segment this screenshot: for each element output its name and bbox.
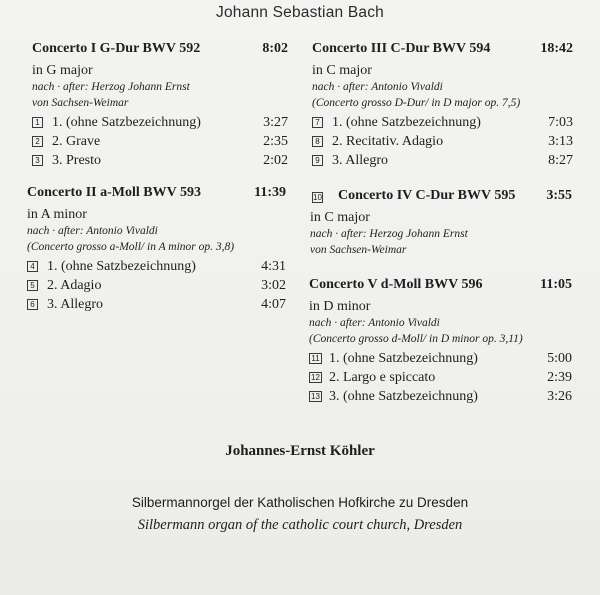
track-number: 7	[312, 117, 323, 128]
track-row	[32, 151, 288, 170]
concerto-source-note: nach · after: Herzog Johann Ernst	[310, 228, 468, 240]
concerto-key: in C major	[310, 210, 370, 225]
concerto-header	[27, 185, 286, 205]
track-number: 4	[27, 261, 38, 272]
track-time: 2:39	[547, 370, 572, 385]
concerto-source-note: nach · after: Antonio Vivaldi	[312, 81, 443, 93]
track-time: 8:27	[548, 153, 573, 168]
track-number: 6	[27, 299, 38, 310]
track-time: 4:07	[261, 297, 286, 312]
concerto-source-note: nach · after: Antonio Vivaldi	[27, 225, 158, 237]
venue-english: Silbermann organ of the catholic court church, Dresden	[137, 517, 463, 533]
track-title: 1. (ohne Satzbezeichnung)	[47, 259, 196, 274]
track-number: 10	[313, 193, 322, 202]
concerto-header	[309, 277, 572, 297]
track-row	[32, 132, 288, 151]
track-row	[312, 151, 573, 170]
concerto-title: Concerto IV C-Dur BWV 595	[338, 188, 516, 203]
track-number: 11	[309, 353, 322, 364]
concerto-source-note: (Concerto grosso a-Moll/ in A minor op. 3,8)	[27, 240, 235, 253]
track-number: 2	[32, 136, 43, 147]
concerto-block	[310, 188, 572, 258]
concerto-title: Concerto I G-Dur BWV 592	[32, 41, 201, 56]
track-number: 8	[312, 136, 323, 147]
concerto-duration: 18:42	[540, 41, 573, 56]
track-time: 3:13	[548, 134, 573, 149]
concerto-source-note: nach · after: Antonio Vivaldi	[309, 317, 440, 329]
concerto-block	[312, 41, 573, 170]
track-time: 7:03	[548, 115, 573, 130]
performer-name: Johannes-Ernst Köhler	[225, 443, 375, 459]
track-title: 2. Largo e spiccato	[329, 370, 436, 385]
concerto-block	[32, 41, 288, 170]
track-time: 2:35	[263, 134, 288, 149]
track-row	[309, 349, 572, 368]
concerto-header	[32, 41, 288, 61]
track-title: 1. (ohne Satzbezeichnung)	[332, 115, 481, 130]
concerto-title: Concerto V d-Moll BWV 596	[309, 277, 483, 292]
concerto-source-note: von Sachsen-Weimar	[32, 96, 129, 109]
track-time: 3:02	[261, 278, 286, 293]
track-title: 3. (ohne Satzbezeichnung)	[329, 389, 478, 404]
concerto-key: in A minor	[27, 207, 87, 222]
track-title: 2. Adagio	[47, 278, 102, 293]
track-number: 1	[32, 117, 43, 128]
concerto-source-note: von Sachsen-Weimar	[310, 243, 407, 256]
track-row	[32, 113, 288, 132]
track-time: 2:02	[263, 153, 288, 168]
concerto-title: Concerto III C-Dur BWV 594	[312, 41, 491, 56]
concerto-key: in C major	[312, 63, 372, 78]
track-number: 12	[309, 372, 322, 383]
concerto-key: in G major	[32, 63, 93, 78]
track-row	[309, 387, 572, 406]
track-number: 13	[309, 391, 322, 402]
track-row	[312, 132, 573, 151]
concerto-title: Concerto II a-Moll BWV 593	[27, 185, 201, 200]
concerto-source-note: nach · after: Herzog Johann Ernst	[32, 81, 190, 93]
track-title: 1. (ohne Satzbezeichnung)	[329, 351, 478, 366]
composer-name: Johann Sebastian Bach	[216, 4, 384, 21]
concerto-duration: 11:05	[540, 277, 572, 292]
track-row	[312, 113, 573, 132]
track-title: 3. Presto	[52, 153, 101, 168]
track-title: 2. Recitativ. Adagio	[332, 134, 444, 149]
track-number: 9	[312, 155, 323, 166]
track-time: 4:31	[261, 259, 286, 274]
concerto-header	[310, 188, 572, 208]
concerto-duration: 11:39	[254, 185, 286, 200]
track-title: 1. (ohne Satzbezeichnung)	[52, 115, 201, 130]
concerto-duration: 8:02	[262, 41, 288, 56]
track-row	[27, 295, 286, 314]
concerto-source-note: (Concerto grosso D-Dur/ in D major op. 7,5)	[312, 96, 521, 109]
track-title: 3. Allegro	[332, 153, 388, 168]
track-title: 2. Grave	[52, 134, 101, 149]
concerto-block	[309, 277, 572, 406]
track-time: 5:00	[547, 351, 572, 366]
concerto-key: in D minor	[309, 299, 371, 314]
track-row	[27, 276, 286, 295]
concerto-duration: 3:55	[546, 188, 572, 203]
venue-german: Silbermannorgel der Katholischen Hofkirche zu Dresden	[131, 495, 469, 510]
track-time: 3:26	[547, 389, 572, 404]
concerto-block	[27, 185, 286, 314]
track-row	[309, 368, 572, 387]
track-number: 3	[32, 155, 43, 166]
track-row	[27, 257, 286, 276]
track-number: 5	[27, 280, 38, 291]
track-title: 3. Allegro	[47, 297, 103, 312]
concerto-source-note: (Concerto grosso d-Moll/ in D minor op. 3,11)	[309, 332, 523, 345]
concerto-header	[312, 41, 573, 61]
track-time: 3:27	[263, 115, 288, 130]
